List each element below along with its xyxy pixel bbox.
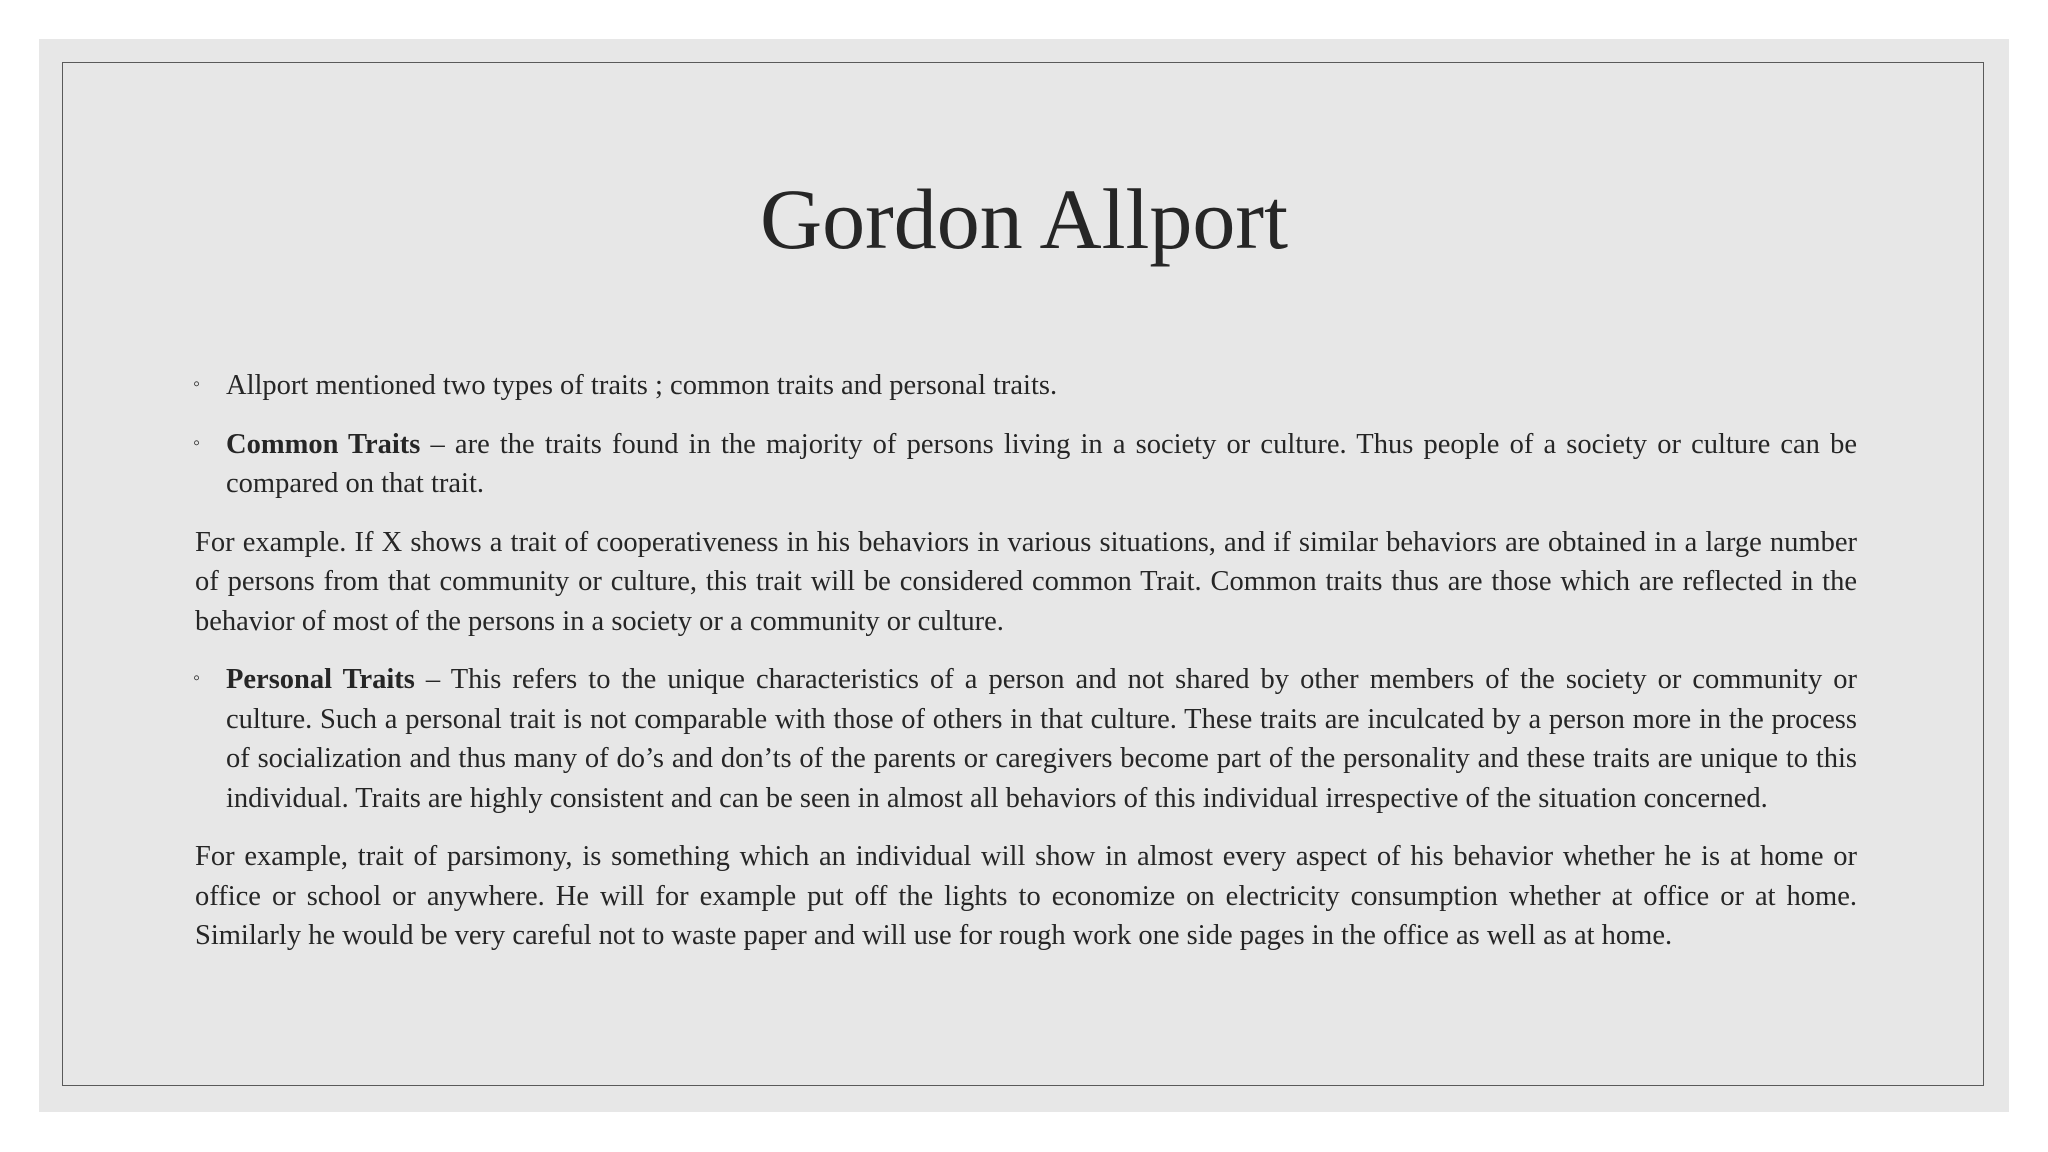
term-common-traits: Common Traits xyxy=(226,428,421,460)
paragraph-text: – This refers to the unique characteristics of a person and not shared by other members of the society or community or culture. Such a personal trait is not comparable with those of others in that culture. These traits are inculcated by a person more in the process of socialization and thus many of do’s and don’ts of the parents or caregivers become part of the personality and these traits are unique to this individual. Traits are highly consistent and can be seen in almost all behaviors of this individual irrespective of the situation concerned. xyxy=(226,664,1857,814)
bullet-paragraph-common-traits xyxy=(195,425,1857,504)
paragraph-text: For example, trait of parsimony, is something which an individual will show in almost every aspect of his behavior whether he is at home or office or school or anywhere. He will for example put off the lights to economize on electricity consumption whether at office or at home. Similarly he would be very careful not to waste paper and will use for rough work one side pages in the office as well as at home. xyxy=(195,841,1857,951)
bullet-paragraph-types-of-traits xyxy=(195,366,1857,406)
hollow-circle-bullet-icon: ◦ xyxy=(193,373,201,395)
paragraph-common-traits-example xyxy=(195,523,1857,642)
paragraph-personal-traits-example xyxy=(195,837,1857,956)
paragraph-text: – are the traits found in the majority of persons living in a society or culture. Thus people of a society or culture can be compared on that trait. xyxy=(226,428,1857,499)
paragraph-text: For example. If X shows a trait of cooperativeness in his behaviors in various situations, and if similar behaviors are obtained in a large number of persons from that community or culture, this trait will be considered common Trait. Common traits thus are those which are reflected in the behavior of most of the persons in a society or a community or culture. xyxy=(195,526,1857,637)
slide-body xyxy=(195,366,1857,975)
slide-title: Gordon Allport xyxy=(760,171,1288,267)
hollow-circle-bullet-icon: ◦ xyxy=(193,431,201,454)
term-personal-traits: Personal Traits xyxy=(226,664,415,695)
paragraph-text: Allport mentioned two types of traits ; common traits and personal traits. xyxy=(226,370,1058,401)
slide xyxy=(39,39,2009,1112)
hollow-circle-bullet-icon: ◦ xyxy=(193,667,201,689)
bullet-paragraph-personal-traits xyxy=(195,660,1857,818)
